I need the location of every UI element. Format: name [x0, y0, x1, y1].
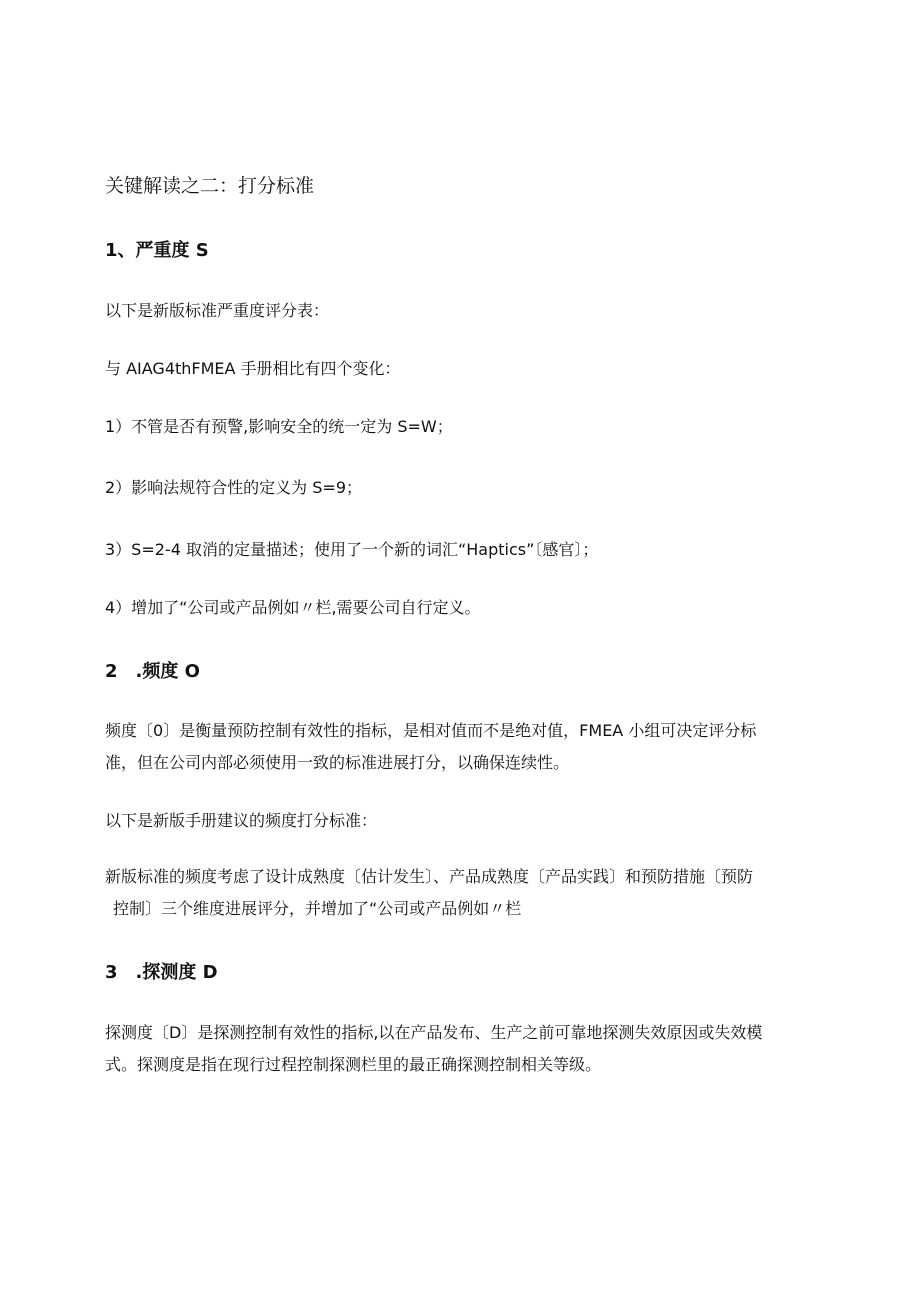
section-2-heading: 2 .频度 O [105, 661, 200, 682]
section-1-intro: 以下是新版标准严重度评分表： [105, 301, 330, 320]
section-1-heading: 1、严重度 S [105, 240, 209, 261]
section-1-item-3: 3）S=2-4 取消的定量描述；使用了一个新的词汇“Haptics”〔感官〕； [105, 540, 599, 559]
section-2-paragraph-1-line-2: 准，但在公司内部必须使用一致的标准进展打分，以确保连续性。 [105, 753, 570, 772]
section-3-paragraph-1 [105, 1017, 810, 1081]
section-2-paragraph-2-line-2: 控制〕三个维度进展评分，并增加了“公司或产品例如〃栏 [113, 899, 522, 918]
section-3-heading: 3 .探测度 D [105, 962, 218, 983]
section-2-intro: 以下是新版手册建议的频度打分标准： [105, 811, 378, 830]
section-1-item-2: 2）影响法规符合性的定义为 S=9； [105, 478, 363, 497]
section-2-paragraph-1 [105, 715, 810, 779]
section-3-paragraph-1-line-2: 式。探测度是指在现行过程控制探测栏里的最正确探测控制相关等级。 [105, 1055, 602, 1074]
section-2-paragraph-2-line-1: 新版标准的频度考虑了设计成熟度〔估计发生〕、产品成熟度〔产品实践〕和预防措施〔预防 [105, 867, 754, 886]
section-1-item-4: 4）增加了“公司或产品例如〃栏,需要公司自行定义。 [105, 598, 481, 617]
document-title: 关键解读之二：打分标准 [105, 175, 315, 197]
section-3-paragraph-1-line-1: 探测度〔D〕是探测控制有效性的指标,以在产品发布、生产之前可靠地探测失效原因或失效模 [105, 1023, 763, 1042]
section-2-paragraph-2 [105, 861, 810, 925]
section-2-paragraph-1-line-1: 频度〔0〕是衡量预防控制有效性的指标，是相对值而不是绝对值，FMEA 小组可决定评分标 [105, 721, 757, 740]
section-1-compare: 与 AIAG4thFMEA 手册相比有四个变化： [105, 359, 401, 378]
section-1-item-1: 1）不管是否有预警,影响安全的统一定为 S=W； [105, 417, 453, 436]
